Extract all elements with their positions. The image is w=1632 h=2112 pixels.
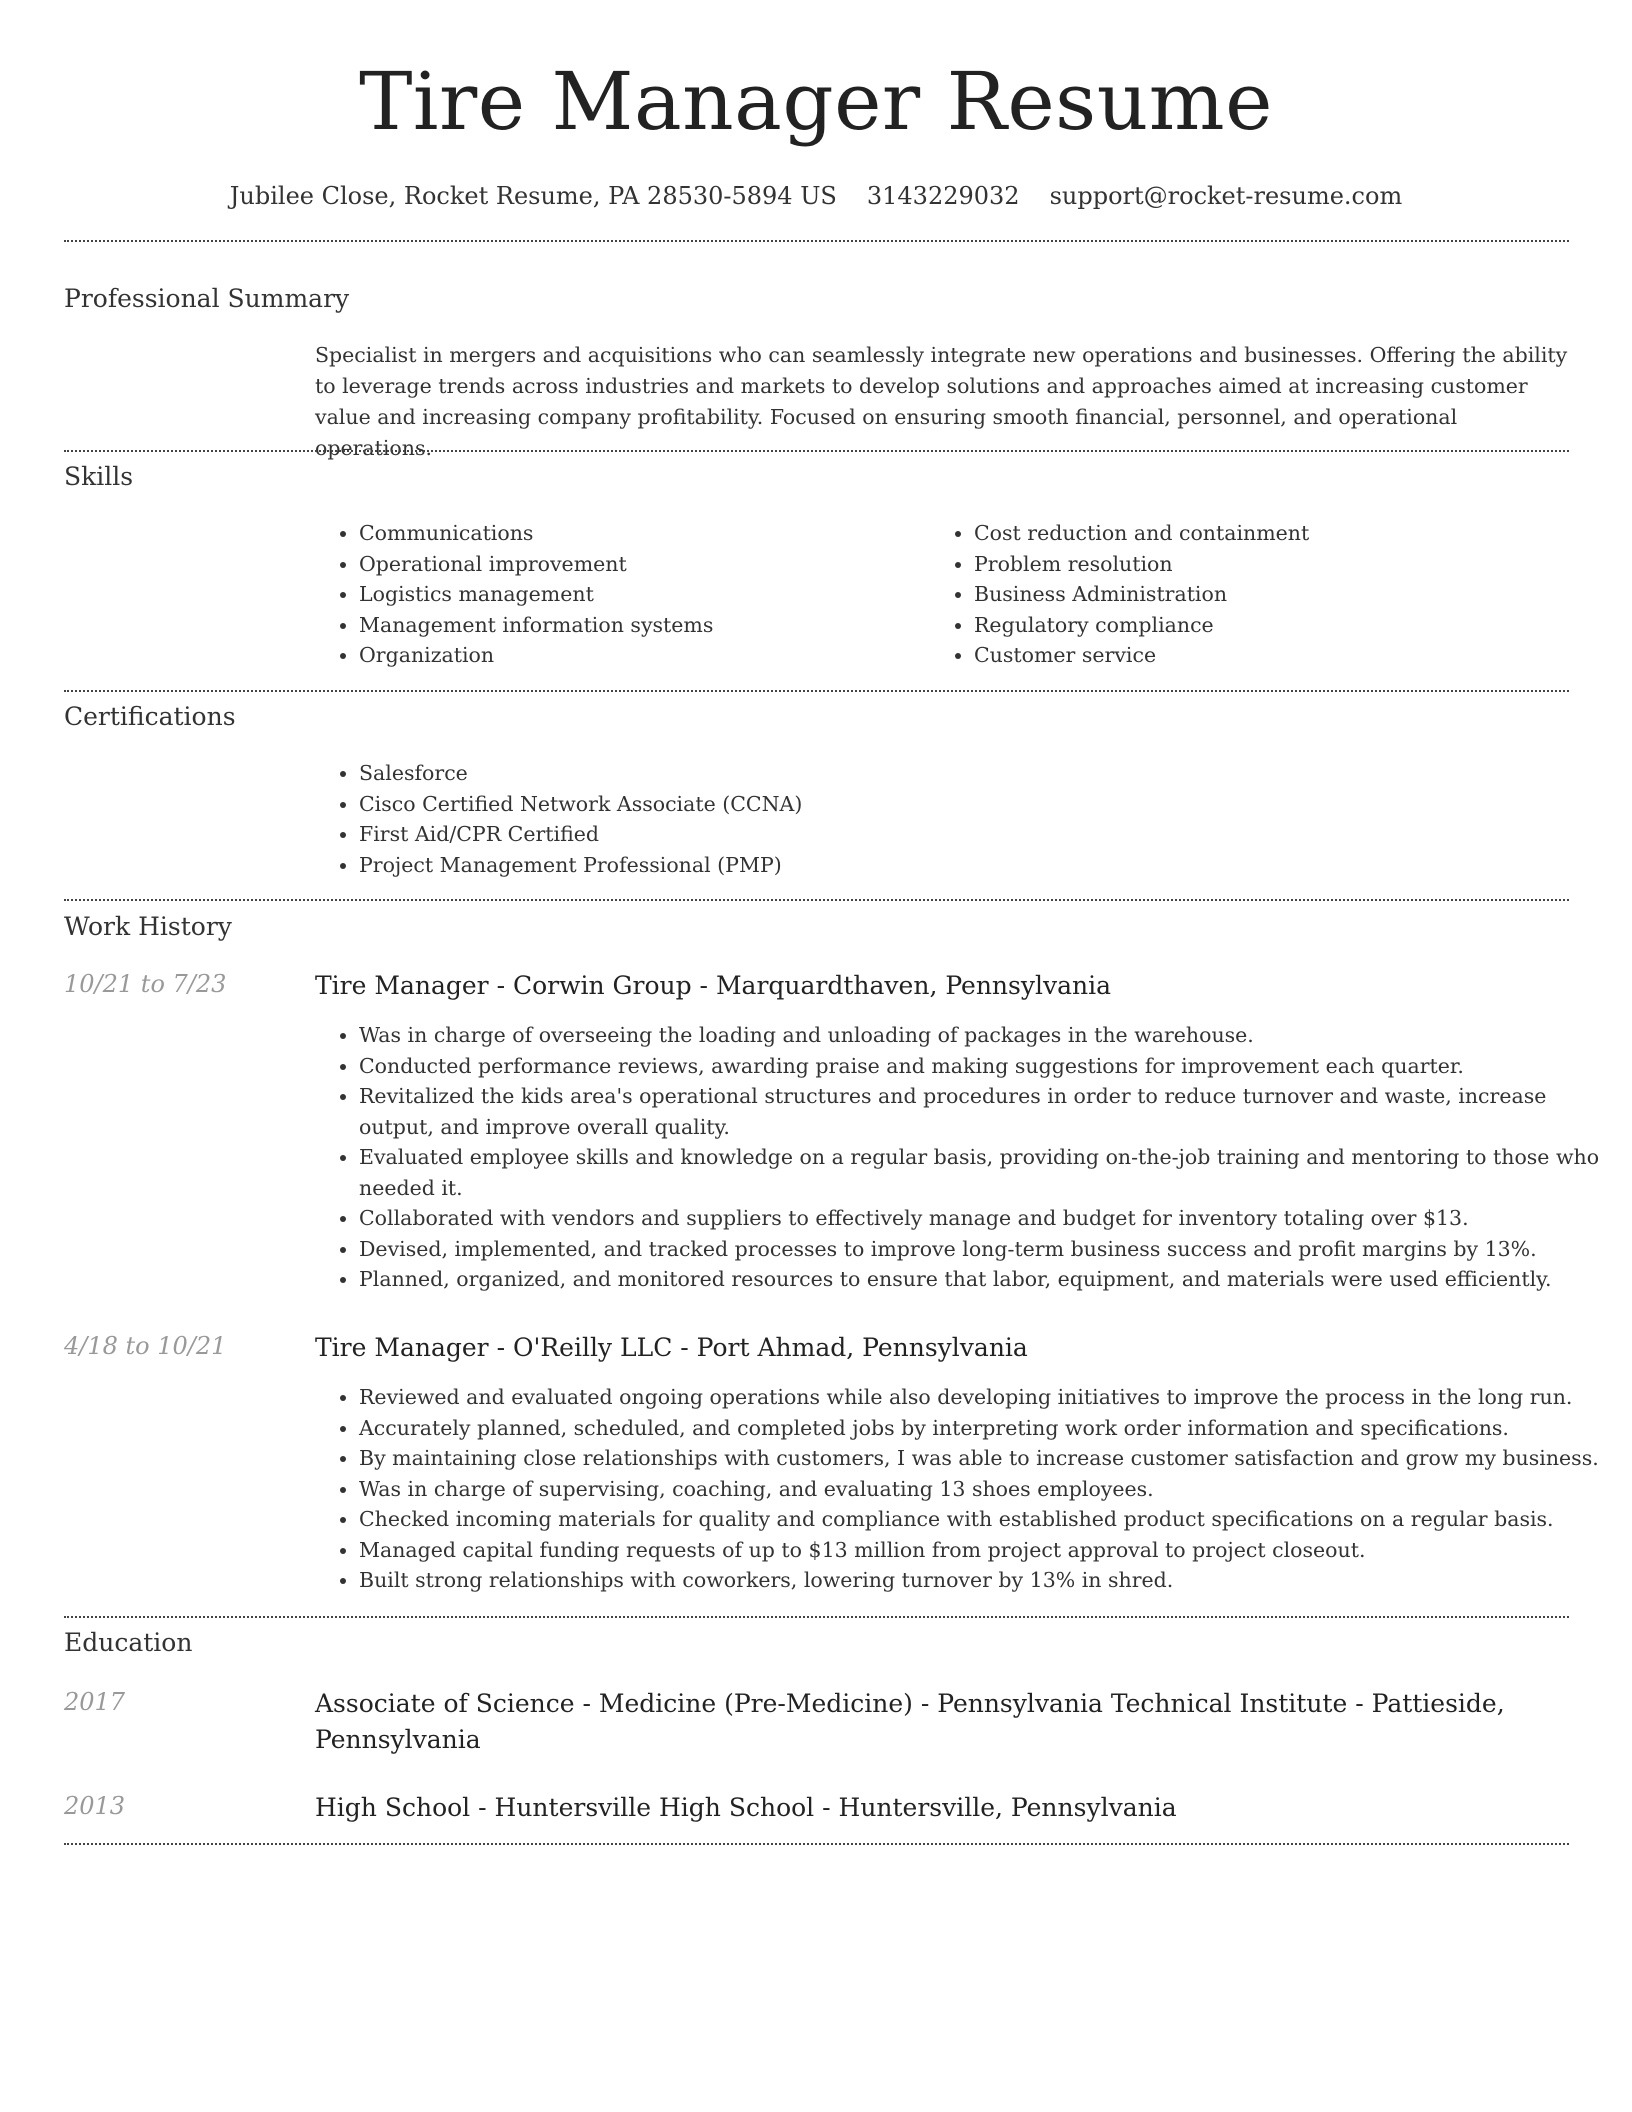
- section-title-work-history: Work History: [64, 912, 232, 941]
- page-title: Tire Manager Resume: [359, 55, 1273, 148]
- divider: [64, 450, 1569, 452]
- list-item: • Management information systems: [359, 610, 919, 641]
- contact-phone: 3143229032: [866, 182, 1020, 210]
- divider: [64, 1616, 1569, 1618]
- list-item: • Devised, implemented, and tracked processes to improve long-term business success and profit margins by 13%.: [359, 1234, 1619, 1265]
- job-bullets: [315, 1020, 1619, 1295]
- list-item: • Organization: [359, 640, 919, 671]
- job-dates: 10/21 to 7/23: [64, 970, 227, 998]
- contact-line: [0, 182, 1632, 210]
- education-year: 2013: [64, 1792, 126, 1820]
- section-title-skills: Skills: [64, 462, 134, 491]
- list-item: • By maintaining close relationships with customers, I was able to increase customer satisfaction and grow my business.: [359, 1443, 1619, 1474]
- list-item: • Cisco Certified Network Associate (CCNA): [359, 789, 1359, 820]
- list-item: • Business Administration: [974, 579, 1574, 610]
- list-item: • Was in charge of supervising, coaching, and evaluating 13 shoes employees.: [359, 1474, 1619, 1505]
- education-heading: High School - Huntersville High School - Huntersville, Pennsylvania: [315, 1793, 1177, 1822]
- education-heading: Associate of Science - Medicine (Pre-Medicine) - Pennsylvania Technical Institute - Pattieside, Pennsylvania: [315, 1689, 1505, 1754]
- resume-header: [0, 0, 1632, 210]
- job-dates: 4/18 to 10/21: [64, 1332, 227, 1360]
- list-item: • Collaborated with vendors and suppliers to effectively manage and budget for inventory totaling over $13.: [359, 1203, 1619, 1234]
- list-item: • Revitalized the kids area's operational structures and procedures in order to reduce turnover and waste, increase output, and improve overall quality.: [359, 1081, 1619, 1142]
- section-title-certifications: Certifications: [64, 702, 236, 731]
- job-bullets: [315, 1382, 1619, 1596]
- list-item: • Project Management Professional (PMP): [359, 850, 1359, 881]
- list-item: • Operational improvement: [359, 549, 919, 580]
- divider: [64, 690, 1569, 692]
- list-item: • Managed capital funding requests of up to $13 million from project approval to project closeout.: [359, 1535, 1619, 1566]
- list-item: • Conducted performance reviews, awarding praise and making suggestions for improvement each quarter.: [359, 1051, 1619, 1082]
- summary-text: Specialist in mergers and acquisitions who can seamlessly integrate new operations and businesses. Offering the ability to leverage trends across industries and markets to develop solutions and approaches aimed at increasing customer value and increasing company profitability. Focused on ensuring smooth financial, personnel, and operational operations.: [315, 343, 1568, 460]
- list-item: • Accurately planned, scheduled, and completed jobs by interpreting work order information and specifications.: [359, 1413, 1619, 1444]
- section-title-summary: Professional Summary: [64, 284, 350, 313]
- list-item: • Was in charge of overseeing the loading and unloading of packages in the warehouse.: [359, 1020, 1619, 1051]
- contact-address: Jubilee Close, Rocket Resume, PA 28530-5894 US: [229, 182, 837, 210]
- list-item: • Built strong relationships with coworkers, lowering turnover by 13% in shred.: [359, 1565, 1619, 1596]
- list-item: • Communications: [359, 518, 919, 549]
- certifications-list: [315, 758, 1359, 880]
- list-item: • Customer service: [974, 640, 1574, 671]
- list-item: • Cost reduction and containment: [974, 518, 1574, 549]
- list-item: • Planned, organized, and monitored resources to ensure that labor, equipment, and materials were used efficiently.: [359, 1264, 1619, 1295]
- job-heading: Tire Manager - O'Reilly LLC - Port Ahmad, Pennsylvania: [315, 1333, 1028, 1362]
- divider: [64, 899, 1569, 901]
- list-item: • Reviewed and evaluated ongoing operations while also developing initiatives to improve the process in the long run.: [359, 1382, 1619, 1413]
- job-heading: Tire Manager - Corwin Group - Marquardthaven, Pennsylvania: [315, 971, 1112, 1000]
- education-year: 2017: [64, 1688, 126, 1716]
- list-item: • Problem resolution: [974, 549, 1574, 580]
- list-item: • Salesforce: [359, 758, 1359, 789]
- list-item: • Logistics management: [359, 579, 919, 610]
- list-item: • First Aid/CPR Certified: [359, 819, 1359, 850]
- list-item: • Evaluated employee skills and knowledge on a regular basis, providing on-the-job training and mentoring to those who needed it.: [359, 1142, 1619, 1203]
- divider: [64, 240, 1569, 242]
- skills-list-left: [315, 518, 919, 671]
- section-title-education: Education: [64, 1628, 193, 1657]
- list-item: • Checked incoming materials for quality and compliance with established product specifications on a regular basis.: [359, 1504, 1619, 1535]
- list-item: • Regulatory compliance: [974, 610, 1574, 641]
- contact-email: support@rocket-resume.com: [1049, 182, 1403, 210]
- divider: [64, 1843, 1569, 1845]
- skills-list-right: [930, 518, 1574, 671]
